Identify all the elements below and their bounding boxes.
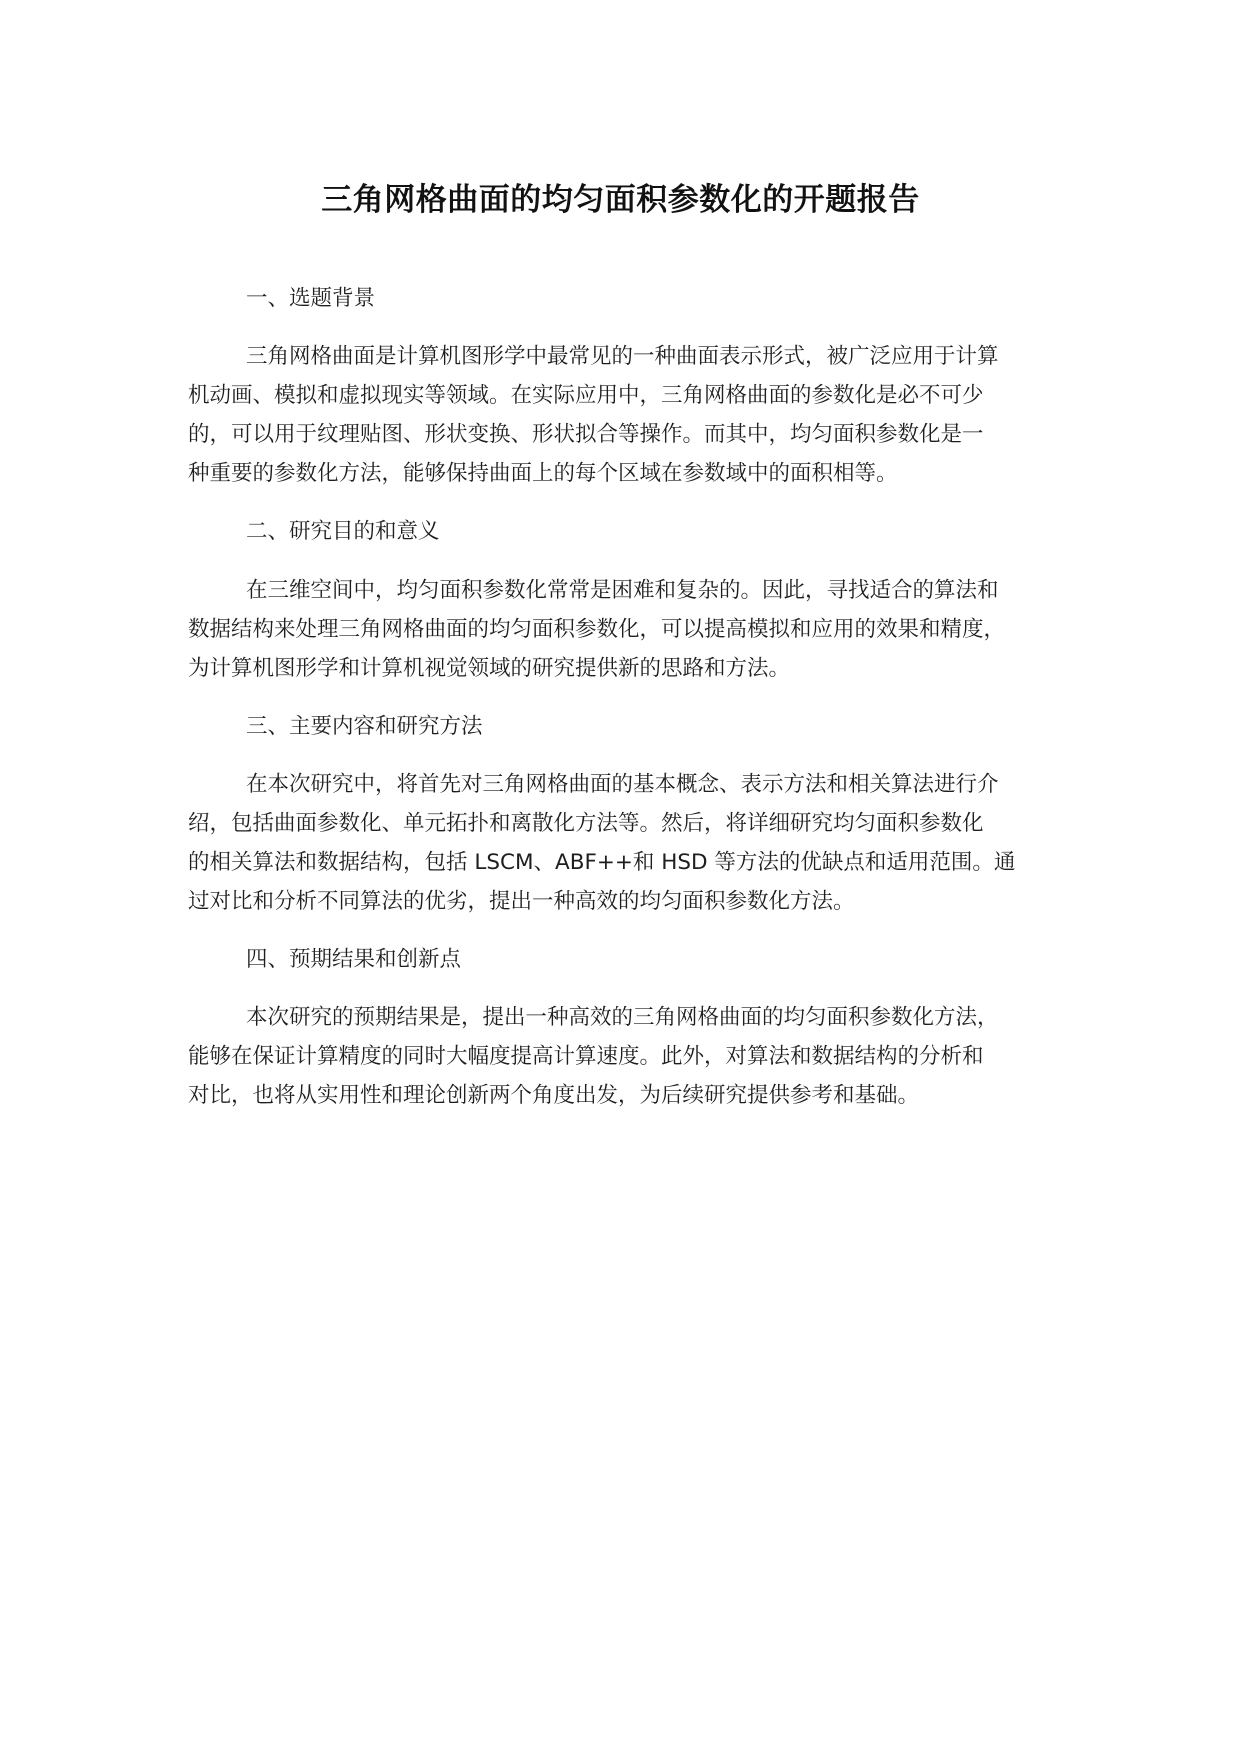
paragraph-line: 过对比和分析不同算法的优劣，提出一种高效的均匀面积参数化方法。 (188, 889, 855, 914)
section-heading-purpose: 二、研究目的和意义 (246, 519, 440, 544)
section-heading-methods: 三、主要内容和研究方法 (246, 714, 483, 739)
paragraph-line: 机动画、模拟和虚拟现实等领域。在实际应用中，三角网格曲面的参数化是必不可少 (188, 383, 984, 408)
paragraph-line: 在三维空间中，均匀面积参数化常常是困难和复杂的。因此，寻找适合的算法和 (246, 578, 999, 603)
paragraph-line: 对比，也将从实用性和理论创新两个角度出发，为后续研究提供参考和基础。 (188, 1083, 920, 1108)
document-title: 三角网格曲面的均匀面积参数化的开题报告 (321, 182, 920, 218)
paragraph-line: 能够在保证计算精度的同时大幅度提高计算速度。此外，对算法和数据结构的分析和 (188, 1044, 984, 1069)
paragraph-line: 为计算机图形学和计算机视觉领域的研究提供新的思路和方法。 (188, 656, 791, 681)
paragraph-line: 绍，包括曲面参数化、单元拓扑和离散化方法等。然后，将详细研究均匀面积参数化 (188, 811, 984, 836)
paragraph-line: 三角网格曲面是计算机图形学中最常见的一种曲面表示形式，被广泛应用于计算 (246, 344, 999, 369)
paragraph-line: 的相关算法和数据结构，包括 LSCM、ABF++和 HSD 等方法的优缺点和适用范围。通 (188, 850, 1016, 875)
paragraph-line: 在本次研究中，将首先对三角网格曲面的基本概念、表示方法和相关算法进行介 (246, 772, 999, 797)
section-heading-expected-results: 四、预期结果和创新点 (246, 947, 462, 972)
paragraph-line: 的，可以用于纹理贴图、形状变换、形状拟合等操作。而其中，均匀面积参数化是一 (188, 422, 984, 447)
section-heading-background: 一、选题背景 (246, 286, 376, 311)
paragraph-line: 数据结构来处理三角网格曲面的均匀面积参数化，可以提高模拟和应用的效果和精度， (188, 617, 1006, 642)
paragraph-line: 种重要的参数化方法，能够保持曲面上的每个区域在参数域中的面积相等。 (188, 461, 898, 486)
paragraph-line: 本次研究的预期结果是，提出一种高效的三角网格曲面的均匀面积参数化方法， (246, 1005, 999, 1030)
